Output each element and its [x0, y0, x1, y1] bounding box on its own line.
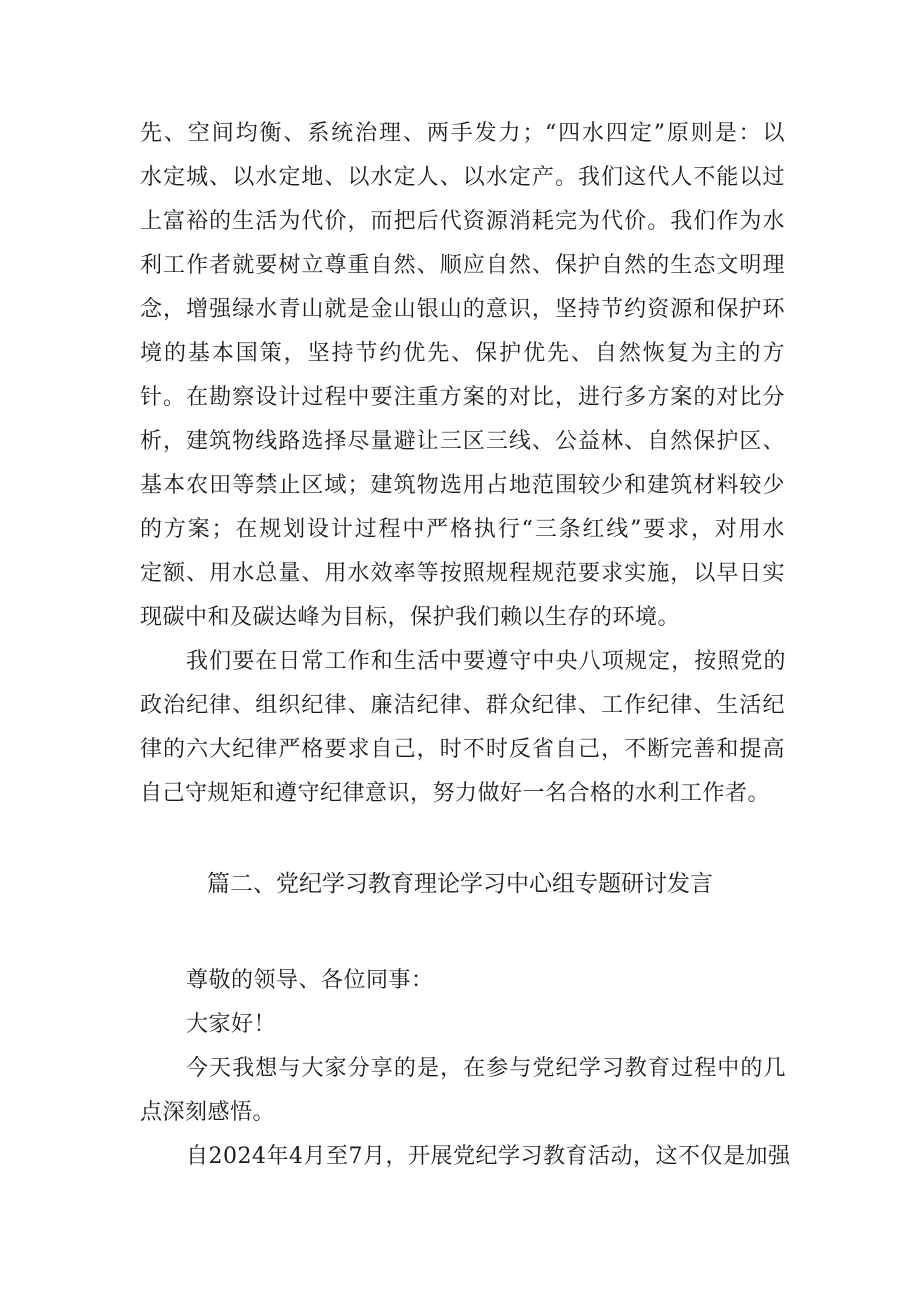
paragraph-line: 基本农田等禁止区域；建筑物选用占地范围较少和建筑材料较少: [140, 473, 785, 498]
paragraph-line: 的方案；在规划设计过程中严格执行“三条红线”要求，对用水: [140, 517, 785, 542]
paragraph-line: 析，建筑物线路选择尽量避让三区三线、公益林、自然保护区、: [140, 429, 785, 454]
paragraph-line: 念，增强绿水青山就是金山银山的意识，坚持节约资源和保护环: [140, 297, 785, 322]
paragraph-line: 律的六大纪律严格要求自己，时不时反省自己，不断完善和提高: [140, 737, 785, 762]
paragraph-line: 针。在勘察设计过程中要注重方案的对比，进行多方案的对比分: [140, 385, 785, 410]
paragraph-line: 先、空间均衡、系统治理、两手发力；“四水四定”原则是：以: [140, 121, 785, 146]
paragraph-line: 上富裕的生活为代价，而把后代资源消耗完为代价。我们作为水: [140, 209, 785, 234]
paragraph-line: 水定城、以水定地、以水定人、以水定产。我们这代人不能以过: [140, 165, 785, 190]
paragraph-line: 利工作者就要树立尊重自然、顺应自然、保护自然的生态文明理: [140, 253, 785, 278]
section-title: 篇二、党纪学习教育理论学习中心组专题研讨发言: [207, 871, 713, 897]
paragraph-line: 定额、用水总量、用水效率等按照规程规范要求实施，以早日实: [140, 561, 785, 586]
paragraph-line: 政治纪律、组织纪律、廉洁纪律、群众纪律、工作纪律、生活纪: [140, 693, 785, 718]
paragraph-line: 现碳中和及碳达峰为目标，保护我们赖以生存的环境。: [140, 605, 681, 630]
greeting: 尊敬的领导、各位同事：: [186, 968, 434, 993]
paragraph-line: 点深刻感悟。: [140, 1100, 276, 1125]
hello: 大家好！: [186, 1012, 277, 1037]
paragraph-line: 今天我想与大家分享的是，在参与党纪学习教育过程中的几: [186, 1056, 786, 1081]
paragraph-line: 自2024年4月至7月，开展党纪学习教育活动，这不仅是加强: [186, 1144, 791, 1169]
paragraph-line: 自己守规矩和遵守纪律意识，努力做好一名合格的水利工作者。: [140, 781, 771, 806]
paragraph-line: 我们要在日常工作和生活中要遵守中央八项规定，按照党的: [186, 649, 786, 674]
paragraph-line: 境的基本国策，坚持节约优先、保护优先、自然恢复为主的方: [140, 341, 785, 366]
